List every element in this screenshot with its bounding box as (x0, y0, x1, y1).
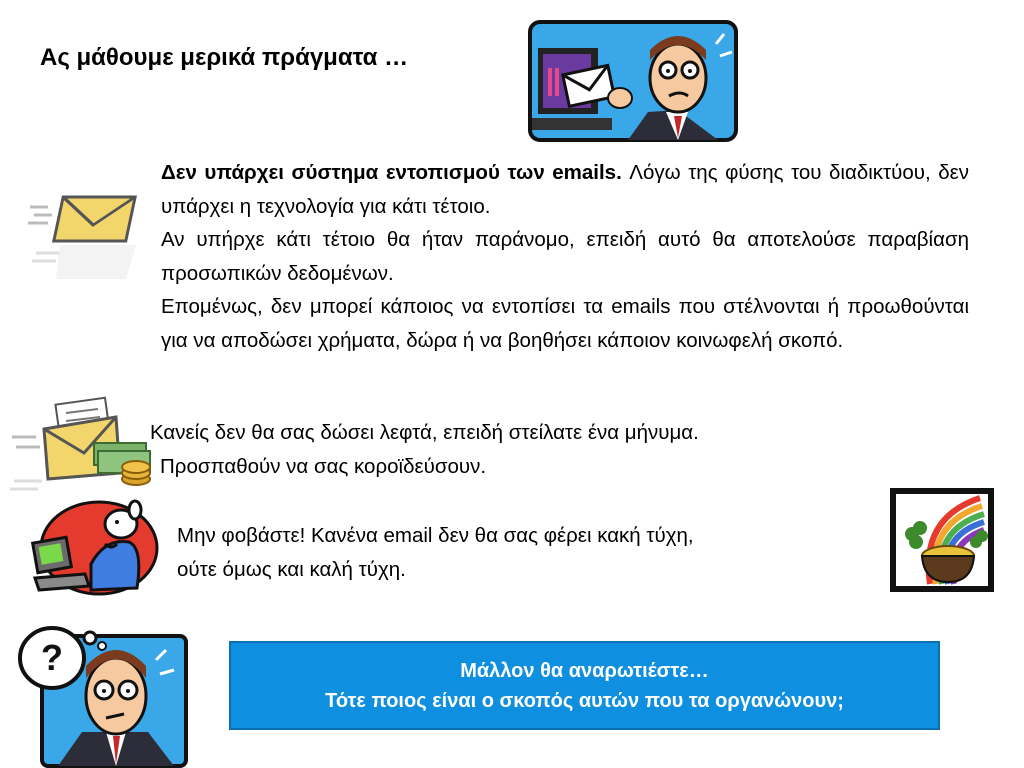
callout-line1: Μάλλον θα αναρωτιέστε… (460, 659, 709, 682)
paragraph-tracking-rest: Λόγω της φύσης του διαδικτύου, δεν υπάρχει η τεχνολογία για κάτι τέτοιο. (161, 161, 970, 218)
mouse-computer-icon (25, 498, 160, 598)
confused-man-icon (18, 620, 190, 768)
money-warning-line1: Κανείς δεν θα σας δώσει λεφτά, επειδή στείλατε ένα μήνυμα. (150, 421, 699, 444)
luck-text-line1: Μην φοβάστε! Κανένα email δεν θα σας φέρει κακή τύχη, (177, 524, 694, 547)
paragraph-conclusion: Επομένως, δεν μπορεί κάποιος να εντοπίσει τα emails που στέλνονται ή προωθούνται για να αποδώσει χρήματα, δώρα ή να βοηθήσει κάποιον κοινωφελή σκοπό. (161, 295, 969, 352)
money-warning-text (150, 416, 910, 483)
slide-title: Ας μάθουμε μερικά πράγματα … (40, 44, 409, 71)
luck-text-line2: ούτε όμως και καλή τύχη. (177, 557, 406, 581)
question-callout (229, 641, 940, 730)
paragraph-illegal: Αν υπήρχε κάτι τέτοιο θα ήταν παράνομο, επειδή αυτό θα αποτελούσε παραβίαση προσωπικών δεδομένων. (161, 228, 969, 285)
pot-of-gold-icon (890, 488, 994, 592)
man-with-letter-icon (528, 20, 738, 142)
paragraph-tracking-lead: Δεν υπάρχει σύστημα εντοπισμού των emails. (161, 161, 622, 184)
flying-envelope-icon (26, 193, 141, 283)
envelope-money-icon (8, 393, 153, 498)
paragraph-tracking (161, 156, 969, 223)
question-mark: ? (41, 637, 63, 678)
money-warning-line2: Προσπαθούν να σας κοροϊδεύσουν. (160, 454, 487, 478)
callout-line2: Τότε ποιος είναι ο σκοπός αυτών που τα οργανώνουν; (325, 689, 844, 712)
info-paragraphs (161, 156, 969, 357)
luck-text (177, 519, 867, 586)
